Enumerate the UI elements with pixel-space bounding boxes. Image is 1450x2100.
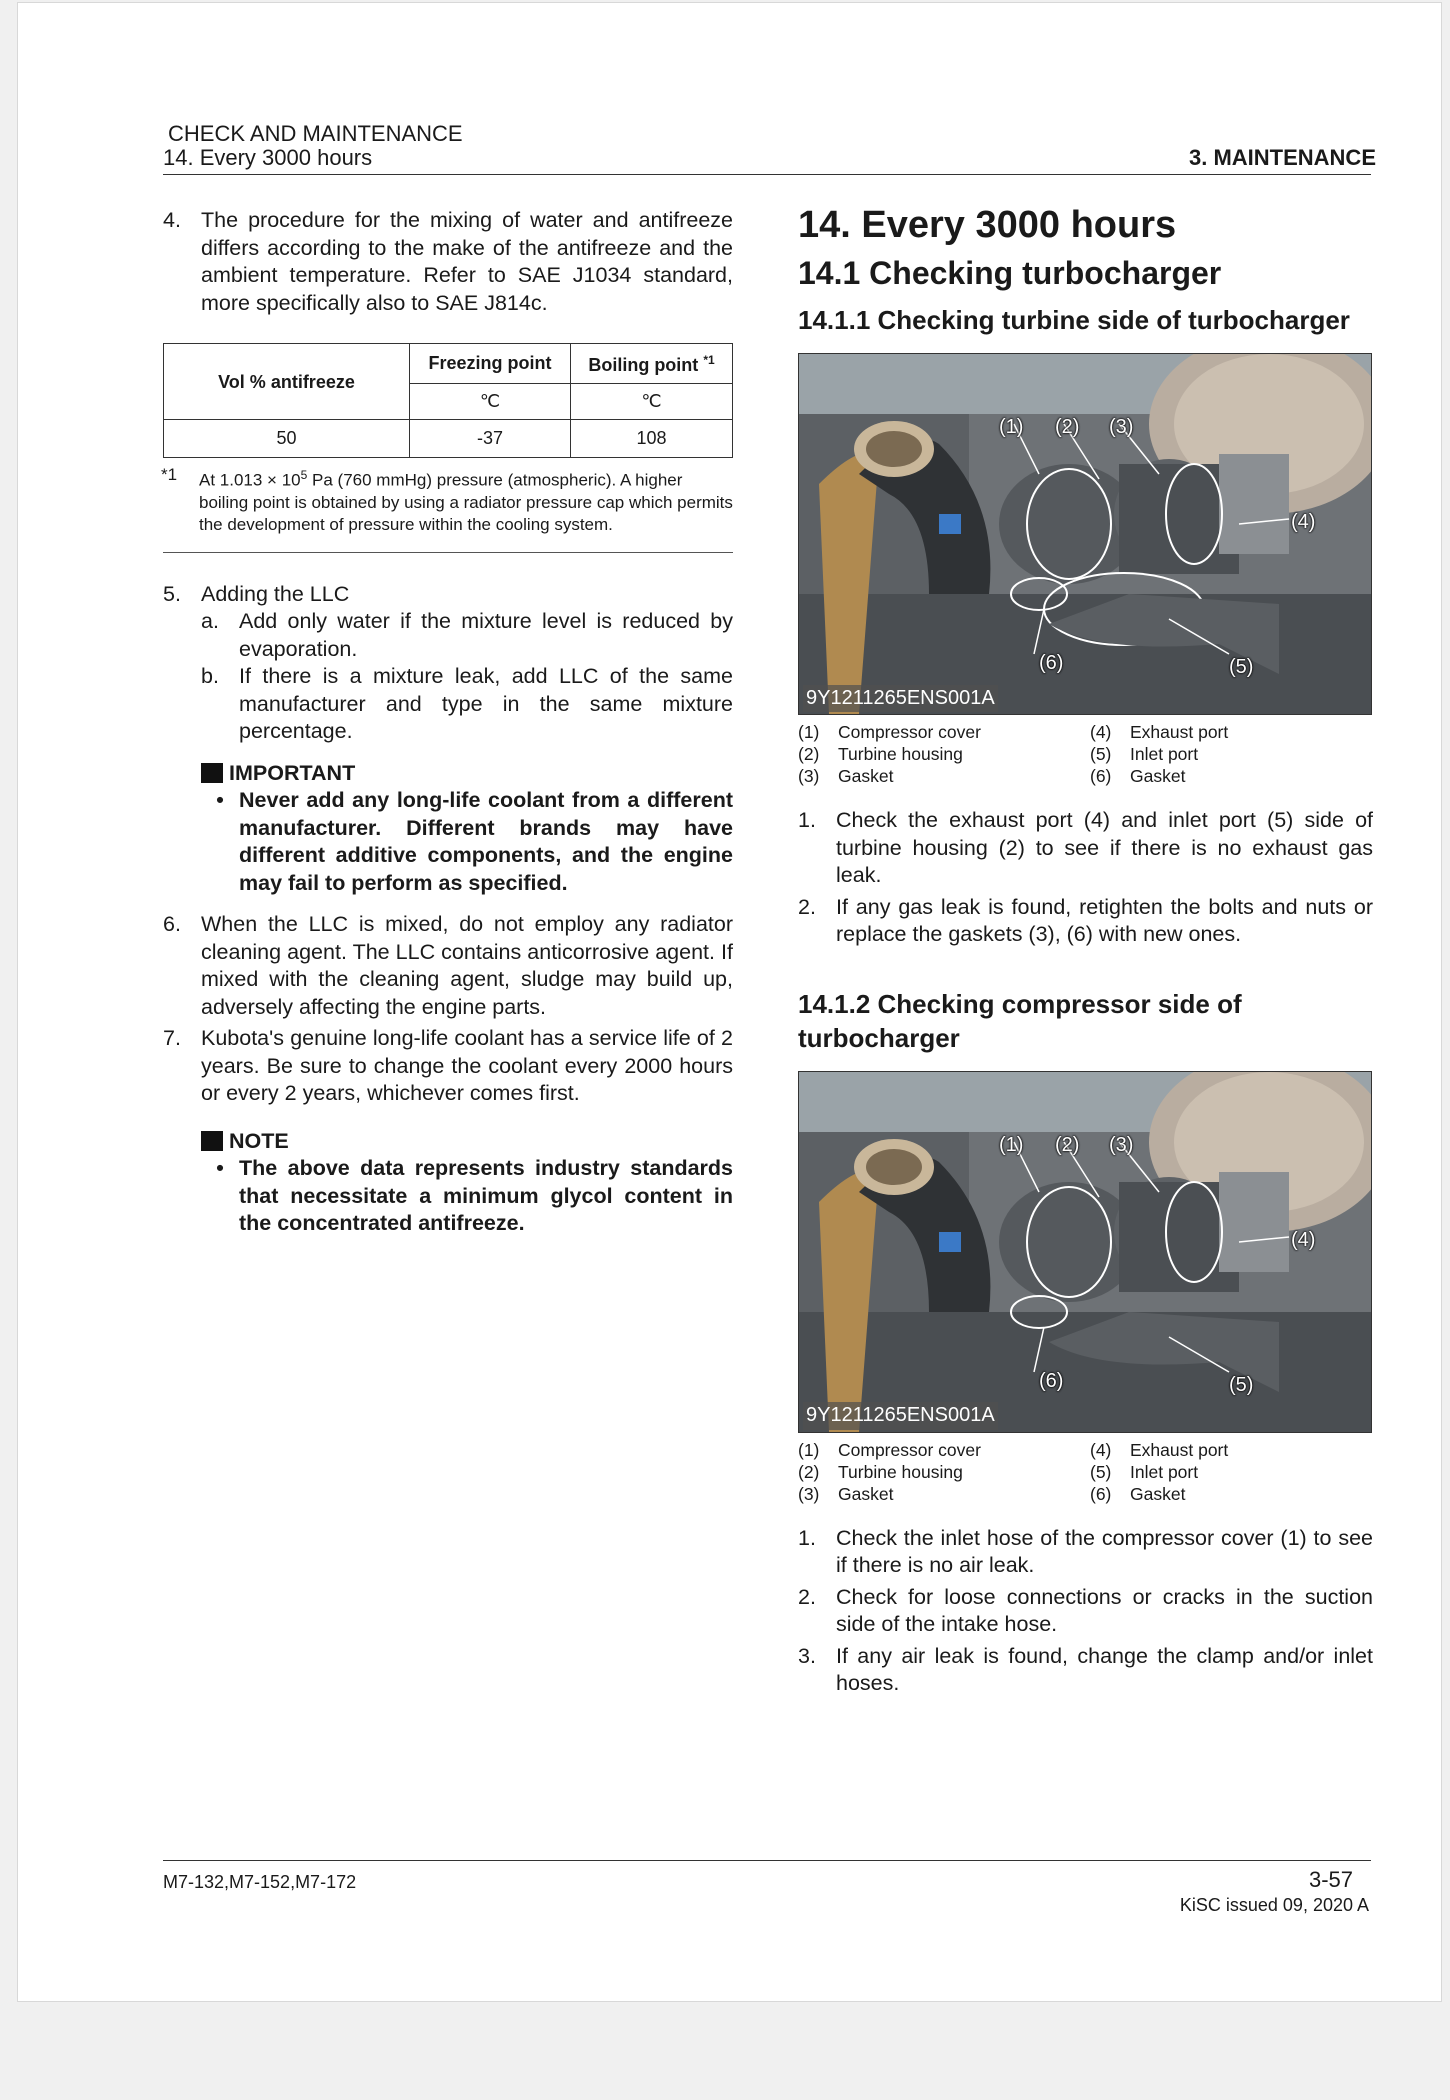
notice-title-text: IMPORTANT — [229, 760, 356, 785]
photo-id: 9Y1211265ENS001A — [803, 685, 998, 713]
legend-num: (1) — [798, 722, 820, 742]
footnote-text-b: Pa (760 mmHg) pressure (atmospheric). A higher boiling point is obtained by using a radiator pressure cap which permits the development of pressure within the cooling system. — [199, 470, 733, 534]
bullet-text: Never add any long-life coolant from a different manufacturer. Different brands may have different additive components, and the engine may fail to perform as specified. — [239, 788, 733, 895]
header-chapter: 3. MAINTENANCE — [1188, 145, 1376, 170]
procedure-item-4 — [163, 207, 733, 317]
footnote-text — [199, 464, 733, 536]
item-number: 6. — [163, 912, 181, 937]
section-title: 14. Every 3000 hours — [798, 204, 1177, 246]
steps-1 — [798, 807, 1373, 949]
callout-5: (5) — [1229, 656, 1254, 678]
procedure-item-6 — [163, 911, 733, 1021]
footer-issued: KiSC issued 09, 2020 A — [1179, 1895, 1369, 1915]
item-text: Kubota's genuine long-life coolant has a service life of 2 years. Be sure to change the coolant every 2000 hours or every 2 years, whichever comes first. — [201, 1026, 733, 1106]
legend-item — [798, 765, 1090, 787]
callout-3: (3) — [1109, 1133, 1134, 1156]
important-title — [201, 760, 733, 788]
table-cell: 108 — [571, 420, 733, 458]
legend-text: Compressor cover — [838, 722, 981, 742]
header-divider — [163, 174, 1371, 175]
bullet-icon: • — [216, 788, 224, 813]
bullet-icon: • — [216, 1156, 224, 1181]
header-section: 14. Every 3000 hours — [163, 145, 373, 170]
legend-item — [1090, 1461, 1370, 1483]
callout-5: (5) — [1229, 1373, 1254, 1396]
legend-num: (4) — [1090, 722, 1112, 742]
item-text: When the LLC is mixed, do not employ any radiator cleaning agent. The LLC contains anticorrosive agent. If mixed with the cleaning agent, sludge may build up, adversely affecting the engine parts. — [201, 912, 733, 1019]
procedure-item-7 — [163, 1025, 733, 1108]
procedure-item-5 — [163, 581, 733, 609]
callout-1: (1) — [999, 416, 1024, 438]
sub-number: b. — [201, 664, 219, 689]
footnote-mark: *1 — [161, 465, 178, 484]
step-item — [798, 894, 1373, 949]
legend-item — [798, 743, 1090, 765]
unit-freezing: ℃ — [410, 384, 571, 420]
page-number: 3-57 — [1308, 1867, 1353, 1892]
photo-id: 9Y1211265ENS001A — [803, 1402, 998, 1430]
turbocharger-illustration — [799, 1072, 1371, 1432]
legend-text: Inlet port — [1130, 1461, 1199, 1482]
legend-num: (5) — [1090, 1461, 1112, 1482]
legend-num: (6) — [1090, 1483, 1112, 1504]
step-text: If any air leak is found, change the clamp and/or inlet hoses. — [836, 1643, 1373, 1695]
legend-item — [1090, 721, 1370, 743]
item-text: Adding the LLC — [201, 581, 350, 606]
turbocharger-illustration — [799, 354, 1371, 714]
legend-num: (1) — [798, 1439, 820, 1460]
step-number: 3. — [798, 1643, 816, 1668]
note-notice — [201, 1128, 733, 1238]
legend-item — [1090, 1483, 1370, 1505]
legend-text: Inlet port — [1130, 744, 1199, 764]
table-footnote — [161, 464, 733, 536]
manual-page — [17, 2, 1442, 2002]
sub-number: a. — [201, 609, 219, 634]
header-cell-text: Vol % antifreeze — [218, 371, 355, 392]
table-header-boiling — [571, 344, 733, 384]
legend-text: Gasket — [1130, 766, 1186, 786]
legend-item — [798, 1461, 1090, 1483]
item-number: 7. — [163, 1026, 181, 1051]
footnote-divider — [163, 552, 733, 553]
legend-text: Gasket — [838, 1483, 894, 1504]
legend-text: Turbine housing — [838, 744, 963, 764]
step-text: Check the inlet hose of the compressor cover (1) to see if there is no air leak. — [836, 1525, 1373, 1577]
callout-4: (4) — [1291, 511, 1316, 533]
header-cell-text: Boiling point — [588, 355, 699, 376]
header-category: CHECK AND MAINTENANCE — [168, 121, 463, 146]
item-number: 4. — [163, 208, 181, 232]
turbocharger-photo-1 — [798, 353, 1372, 715]
step-number: 1. — [798, 808, 816, 832]
note-bullet — [201, 1155, 733, 1238]
footnote-ref: *1 — [703, 353, 715, 368]
unit-boiling: ℃ — [571, 384, 733, 420]
callout-3: (3) — [1109, 416, 1134, 438]
footer-models: M7-132,M7-152,M7-172 — [163, 1872, 357, 1892]
left-column — [163, 207, 733, 1238]
legend-num: (3) — [798, 1483, 820, 1504]
step-number: 1. — [798, 1525, 816, 1550]
legend-text: Exhaust port — [1130, 722, 1229, 742]
legend-item — [798, 1439, 1090, 1461]
photo-legend-2 — [798, 1439, 1373, 1505]
step-text: If any gas leak is found, retighten the bolts and nuts or replace the gaskets (3), (6) with new ones. — [836, 894, 1373, 946]
antifreeze-table — [163, 343, 733, 458]
legend-num: (2) — [798, 1461, 820, 1482]
step-text: Check the exhaust port (4) and inlet port (5) side of turbine housing (2) to see if there is no exhaust gas leak. — [836, 808, 1373, 887]
legend-num: (2) — [798, 744, 820, 764]
legend-item — [1090, 743, 1370, 765]
legend-num: (3) — [798, 766, 820, 786]
subsection-heading-2: 14.1.2 Checking compressor side of turbocharger — [798, 988, 1242, 1053]
legend-text: Gasket — [838, 766, 894, 786]
step-number: 2. — [798, 894, 816, 919]
legend-item — [1090, 765, 1370, 787]
legend-text: Turbine housing — [838, 1461, 963, 1482]
legend-text: Compressor cover — [838, 1439, 981, 1460]
notice-title-text: NOTE — [229, 1128, 289, 1153]
legend-item — [798, 1483, 1090, 1505]
section-subtitle: 14.1 Checking turbocharger — [798, 255, 1222, 291]
sub-item-a — [201, 608, 733, 663]
legend-num: (4) — [1090, 1439, 1112, 1460]
legend-num: (5) — [1090, 744, 1112, 764]
footer-divider — [163, 1860, 1371, 1861]
subsection-heading-1: 14.1.1 Checking turbine side of turbocharger — [798, 305, 1350, 335]
legend-item — [798, 721, 1090, 743]
header-cell-text: Freezing point — [428, 352, 552, 373]
square-icon — [201, 763, 223, 783]
step-item — [798, 807, 1373, 890]
step-item — [798, 1584, 1373, 1639]
photo-legend-1 — [798, 721, 1373, 787]
item-text: The procedure for the mixing of water and antifreeze differs according to the make of the antifreeze and the ambient temperature. Refer to SAE J1034 standard, more specifically also to SAE J814c. — [201, 208, 733, 315]
step-number: 2. — [798, 1584, 816, 1609]
footnote-text-a: At 1.013 × 10 — [199, 470, 301, 490]
sub-text: If there is a mixture leak, add LLC of the same manufacturer and type in the same mixture percentage. — [239, 664, 733, 744]
table-cell: -37 — [410, 420, 571, 458]
right-column — [798, 203, 1373, 1702]
legend-item — [1090, 1439, 1370, 1461]
legend-num: (6) — [1090, 766, 1112, 786]
item-number: 5. — [163, 581, 181, 606]
legend-text: Gasket — [1130, 1483, 1186, 1504]
legend-text: Exhaust port — [1130, 1439, 1229, 1460]
steps-2 — [798, 1525, 1373, 1698]
turbocharger-photo-2 — [798, 1071, 1372, 1433]
callout-1: (1) — [999, 1133, 1024, 1156]
table-header-freezing — [410, 344, 571, 384]
table-header-vol — [164, 344, 410, 420]
callout-2: (2) — [1055, 416, 1080, 438]
bullet-text: The above data represents industry standards that necessitate a minimum glycol content in the concentrated antifreeze. — [239, 1156, 733, 1236]
table-cell: 50 — [164, 420, 410, 458]
square-icon — [201, 1131, 223, 1151]
sub-item-b — [201, 663, 733, 746]
step-item — [798, 1643, 1373, 1698]
step-item — [798, 1525, 1373, 1580]
important-bullet — [201, 787, 733, 897]
callout-6: (6) — [1039, 1369, 1064, 1392]
callout-4: (4) — [1291, 1228, 1316, 1251]
sub-text: Add only water if the mixture level is reduced by evaporation. — [239, 609, 733, 661]
note-title — [201, 1128, 733, 1156]
footnote-sup: 5 — [300, 468, 308, 482]
callout-2: (2) — [1055, 1133, 1080, 1156]
callout-6: (6) — [1039, 652, 1064, 674]
step-text: Check for loose connections or cracks in the suction side of the intake hose. — [836, 1584, 1373, 1636]
important-notice — [201, 760, 733, 898]
